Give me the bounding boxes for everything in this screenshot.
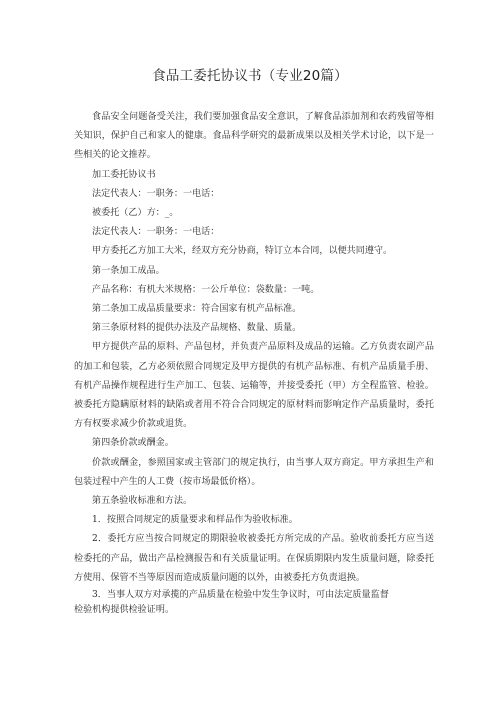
paragraph: 加工委托协议书 [92, 169, 156, 180]
paragraph: 第五条验收标准和方法。 [92, 496, 193, 507]
paragraph: 第四条价款或酬金。 [92, 438, 174, 449]
paragraph: 第二条加工成品质量要求：符合国家有机产品标准。 [92, 304, 302, 315]
paragraph: 检验机构提供检验证明。 [74, 605, 175, 616]
paragraph: 甲方提供产品的原料、产品包材，并负责产品原料及成品的运输。乙方负责农副产品的加工和包装，乙方必须依照合同规定及甲方提供的有机产品标准、有机产品质量手册、有机产品操作规程进行生产加工、包装、运输等，并接受委托（甲）方全程监管、检验。被委托方隐瞒原材料的缺陷或者用不符合合同规定的原材料而影响定作产品质量时，委托方有权要求减少价款或退货。 [74, 342, 434, 430]
paragraph: 被委托（乙）方：_。 [92, 208, 179, 219]
paragraph: 食品安全问题备受关注，我们要加强食品安全意识，了解食品添加剂和农药残留等相关知识，保护自己和家人的健康。食品科学研究的最新成果以及相关学术讨论，以下是一些相关的论文推荐。 [74, 112, 434, 161]
paragraph: 第三条原材料的提供办法及产品规格、数量、质量。 [92, 323, 302, 334]
document-title: 食品工委托协议书（专业20篇） [152, 68, 348, 84]
paragraph: 法定代表人：一职务：一电话： [92, 227, 220, 238]
paragraph: 2．委托方应当按合同规定的期限验收被委托方所完成的产品。验收前委托方应当送检委托的产品，做出产品检测报告和有关质量证明。在保质期限内发生质量问题，除委托方使用、保管不当等原因而造成质量问题的以外，由被委托方负责退换。 [74, 534, 434, 583]
paragraph: 第一条加工成品。 [92, 265, 165, 276]
paragraph: 产品名称：有机大米规格：一公斤单位：袋数量：一吨。 [92, 284, 320, 295]
paragraph: 法定代表人：一职务：一电话： [92, 188, 220, 199]
document-body [74, 108, 434, 618]
paragraph: 1．按照合同规定的质量要求和样品作为验收标准。 [92, 515, 298, 526]
paragraph: 3．当事人双方对承揽的产品质量在检验中发生争议时，可由法定质量监督 [92, 590, 389, 601]
paragraph: 甲方委托乙方加工大米，经双方充分协商，特订立本合同，以便共同遵守。 [92, 246, 393, 257]
paragraph: 价款或酬金，参照国家或主管部门的规定执行，由当事人双方商定。甲方承担生产和包装过程中产生的人工费（按市场最低价格）。 [74, 457, 434, 487]
